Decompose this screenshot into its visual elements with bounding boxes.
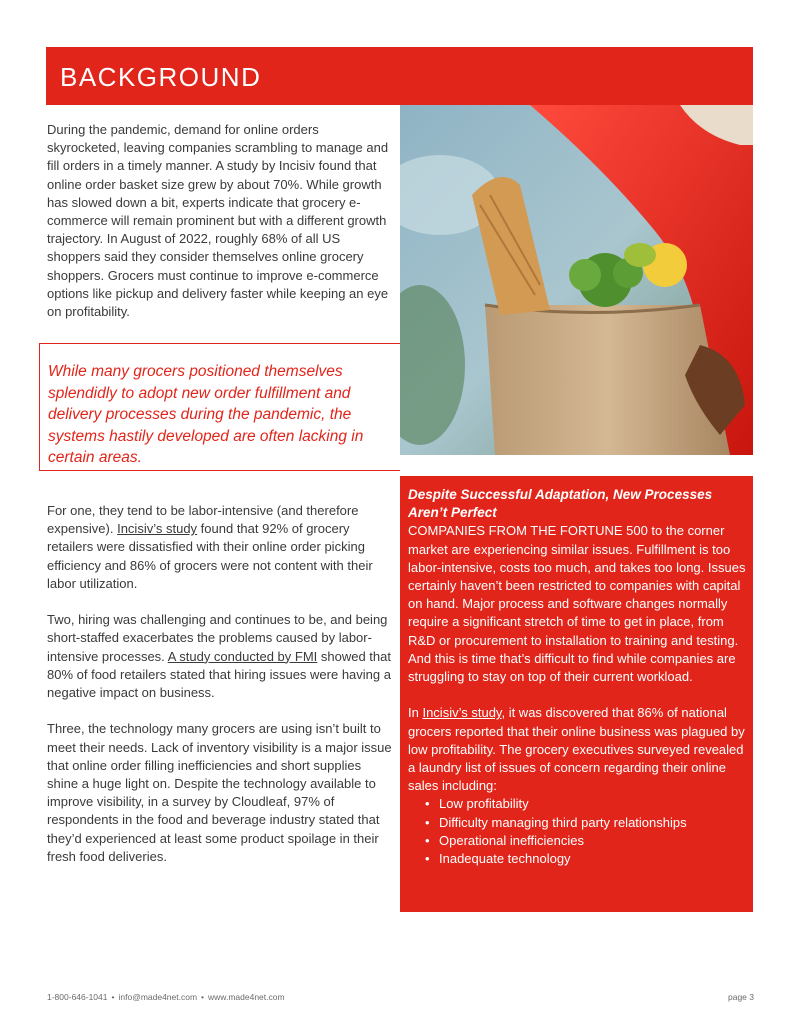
body-text: For one, they tend to be labor-intensive (and therefore expensive).	[47, 503, 359, 537]
issues-list	[422, 795, 748, 868]
list-item: • Low profitability	[422, 795, 748, 813]
footer-contact	[47, 992, 285, 1002]
callout-paragraph-1: COMPANIES FROM THE FORTUNE 500 to the corner market are experiencing similar issues. Fulfillment is too labor-intensive, costs too much, and takes too long. Issues certainly haven’t been restricted to companies with capital on hand. Major process and software changes normally require a significant stretch of time to get in place, from R&D or procurement to installation to training and testing. And this is time that’s difficult to find while companies are struggling to stay on top of their current workload.	[408, 523, 746, 685]
list-item: • Difficulty managing third party relationships	[422, 814, 748, 832]
body-text: showed that 80% of food retailers stated that hiring issues were having a negative impact on business.	[47, 648, 391, 701]
body-paragraph-3: Three, the technology many grocers are using isn’t built to meet their needs. Lack of inventory visibility is a major issue that online order filling inefficiencies and short supplies shine a huge light on. Despite the technology available to improve visibility, in a survey by Cloudleaf, 97% of respondents in the food and beverage industry stated that they’d experienced at least some product spoilage in their fresh food deliveries.	[47, 721, 392, 864]
body-column	[47, 502, 393, 884]
callout-heading: Despite Successful Adaptation, New Processes Aren’t Perfect	[408, 487, 713, 521]
footer-phone[interactable]: 1-800-646-1041	[47, 992, 108, 1002]
callout-text: , it was discovered that 86% of national grocers reported that their online business was plagued by low profitability. The grocery executives surveyed revealed a laundry list of issues of concern regarding their online sales including:	[408, 705, 745, 794]
grocery-bag-photo	[400, 105, 753, 455]
intro-paragraph: During the pandemic, demand for online orders skyrocketed, leaving companies scrambling to manage and fill orders in a timely manner. A study by Incisiv found that online order basket size grew by about 70%. While growth has slowed down a bit, experts indicate that grocery e-commerce will remain prominent but with a different growth trajectory. In August of 2022, roughly 68% of all US shoppers said they consider themselves online grocery shoppers. Grocers must continue to improve e-commerce options like pickup and delivery faster while keeping an eye on profitability.	[47, 122, 389, 320]
footer-bullet: •	[201, 992, 205, 1002]
footer-bullet: •	[111, 992, 115, 1002]
pull-quote-box	[39, 343, 400, 471]
body-paragraph-2	[47, 611, 393, 702]
section-banner	[46, 47, 753, 105]
page-number: page 3	[728, 992, 754, 1002]
list-item: • Inadequate technology	[422, 850, 748, 868]
incisiv-study-link-2[interactable]: Incisiv’s study	[422, 705, 502, 721]
pull-quote-text: While many grocers positioned themselves splendidly to adopt new order fulfillment and delivery processes during the pandemic, the systems hastily developed are often lacking in certain areas.	[48, 363, 364, 466]
section-title: BACKGROUND	[60, 62, 262, 92]
list-item: • Operational inefficiencies	[422, 832, 748, 850]
incisiv-study-link[interactable]: Incisiv’s study	[117, 521, 198, 537]
callout-text: In	[408, 705, 423, 721]
footer-email[interactable]: info@made4net.com	[118, 992, 198, 1002]
callout-paragraph-2	[408, 704, 748, 795]
body-text: Two, hiring was challenging and continues to be, and being short-staffed exacerbates the problems caused by labor-intensive processes.	[47, 612, 388, 664]
sidebar-callout	[400, 476, 753, 912]
body-text: found that 92% of grocery retailers were dissatisfied with their online order picking efficiency and 86% of grocers were not content with their labor utilization.	[47, 521, 373, 591]
footer-website[interactable]: www.made4net.com	[208, 992, 285, 1002]
fmi-study-link[interactable]: A study conducted by FMI	[167, 648, 318, 664]
body-paragraph-1	[47, 502, 393, 593]
